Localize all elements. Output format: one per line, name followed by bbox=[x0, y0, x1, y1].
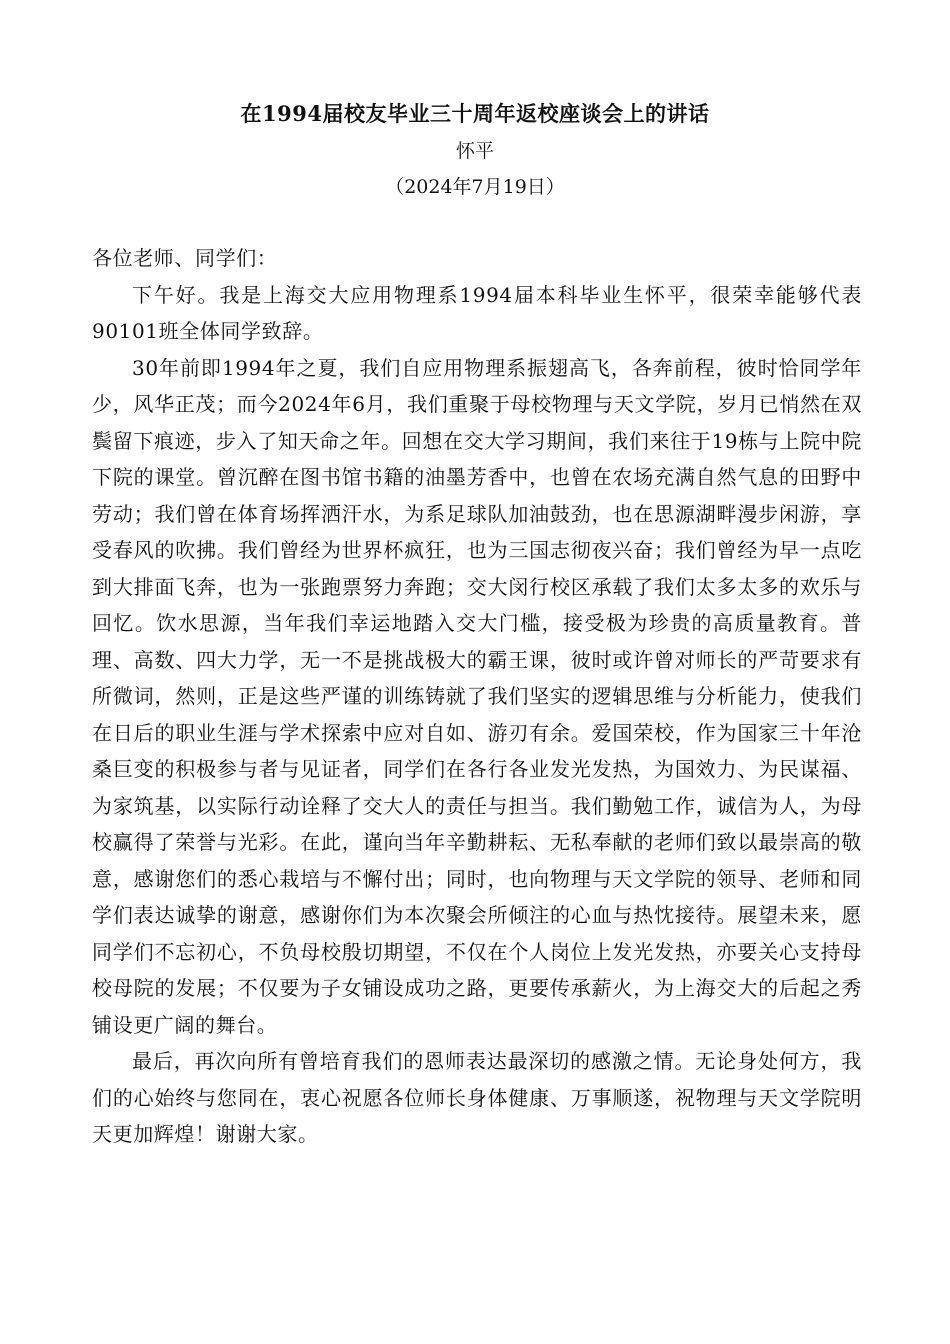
author-name: 怀平 bbox=[455, 140, 494, 162]
paragraph-greeting: 下午好。我是上海交大应用物理系1994届本科毕业生怀平，很荣幸能够代表90101班全体同学致辞。 bbox=[92, 282, 862, 343]
speech-date: （2024年7月19日） bbox=[385, 176, 565, 198]
paragraph-closing: 最后，再次向所有曾培育我们的恩师表达最深切的感激之情。无论身处何方，我们的心始终与您同在，衷心祝愿各位师长身体健康、万事顺遂，祝物理与天文学院明天更加辉煌！谢谢大家。 bbox=[92, 1049, 862, 1146]
paragraph-main: 30年前即1994年之夏，我们自应用物理系振翅高飞，各奔前程，彼时恰同学年少，风华正茂；而今2024年6月，我们重聚于母校物理与天文学院，岁月已悄然在双鬓留下痕迹，步入了知天命之年。回想在交大学习期间，我们来往于19栋与上院中院下院的课堂。曾沉醉在图书馆书籍的油墨芳香中，也曾在农场充满自然气息的田野中劳动；我们曾在体育场挥洒汗水，为系足球队加油鼓劲，也在思源湖畔漫步闲游，享受春风的吹拂。我们曾经为世界杯疯狂，也为三国志彻夜兴奋；我们曾经为早一点吃到大排面飞奔，也为一张跑票努力奔跑；交大闵行校区承载了我们太多太多的欢乐与回忆。饮水思源，当年我们幸运地踏入交大门槛，接受极为珍贵的高质量教育。普理、高数、四大力学，无一不是挑战极大的霸王课，彼时或许曾对师长的严苛要求有所微词，然则，正是这些严谨的训练铸就了我们坚实的逻辑思维与分析能力，使我们在日后的职业生涯与学术探索中应对自如、游刃有余。爱国荣校，作为国家三十年沧桑巨变的积极参与者与见证者，同学们在各行各业发光发热，为国效力、为民谋福、为家筑基，以实际行动诠释了交大人的责任与担当。我们勤勉工作，诚信为人，为母校赢得了荣誉与光彩。在此，谨向当年辛勤耕耘、无私奉献的老师们致以最崇高的敬意，感谢您们的悉心栽培与不懈付出；同时，也向物理与天文学院的领导、老师和同学们表达诚挚的谢意，感谢你们为本次聚会所倾注的心血与热忱接待。展望未来，愿同学们不忘初心，不负母校殷切期望，不仅在个人岗位上发光发热，亦要关心支持母校母院的发展；不仅要为子女铺设成功之路，更要传承薪火，为上海交大的后起之秀铺设更广阔的舞台。 bbox=[92, 355, 862, 1037]
speech-body bbox=[92, 240, 862, 1153]
salutation: 各位老师、同学们： bbox=[92, 246, 278, 270]
speech-title: 在1994届校友毕业三十周年返校座谈会上的讲话 bbox=[240, 101, 710, 126]
